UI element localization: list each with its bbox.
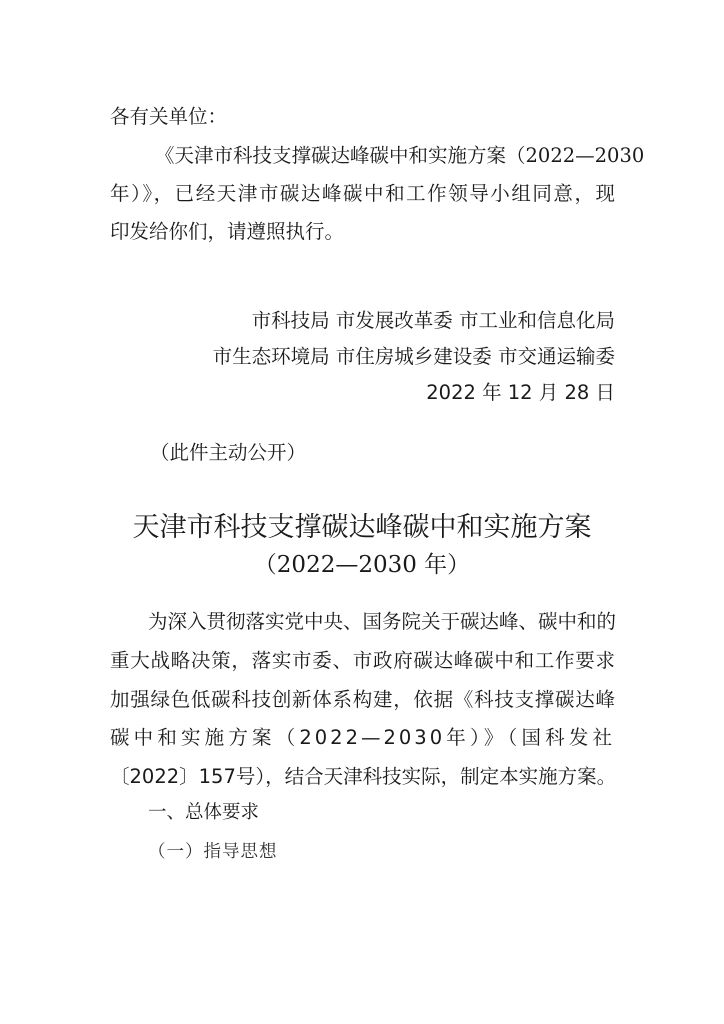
issue-date: 2022 年 12 月 28 日 xyxy=(426,381,615,404)
intro-line-4: 碳中和实施方案（2022—2030年）》（国科发社 xyxy=(110,726,615,749)
section-1-subheading-1: （一）指导思想 xyxy=(148,842,278,862)
notice-body-line-2: 年）》，已经天津市碳达峰碳中和工作领导小组同意，现 xyxy=(110,182,615,205)
plan-title: 天津市科技支撑碳达峰碳中和实施方案 xyxy=(132,512,592,543)
plan-subtitle: （2022—2030 年） xyxy=(253,552,471,578)
notice-body-line-1: 《天津市科技支撑碳达峰碳中和实施方案（2022—2030 xyxy=(155,144,645,167)
signatories-line-2: 市生态环境局 市住房城乡建设委 市交通运输委 xyxy=(212,345,615,368)
notice-body-line-3: 印发给你们，请遵照执行。 xyxy=(110,220,345,243)
intro-line-3: 加强绿色低碳科技创新体系构建，依据《科技支撑碳达峰 xyxy=(110,688,615,711)
intro-line-5: 〔2022〕157号），结合天津科技实际，制定本实施方案。 xyxy=(110,765,617,788)
intro-line-2: 重大战略决策，落实市委、市政府碳达峰碳中和工作要求 xyxy=(110,649,615,672)
intro-line-1: 为深入贯彻落实党中央、国务院关于碳达峰、碳中和的 xyxy=(148,610,617,633)
salutation: 各有关单位： xyxy=(110,105,228,128)
signatories-line-1: 市科技局 市发展改革委 市工业和信息化局 xyxy=(251,309,615,332)
section-1-heading: 一、总体要求 xyxy=(148,802,260,823)
disclosure-note: （此件主动公开） xyxy=(150,441,307,464)
